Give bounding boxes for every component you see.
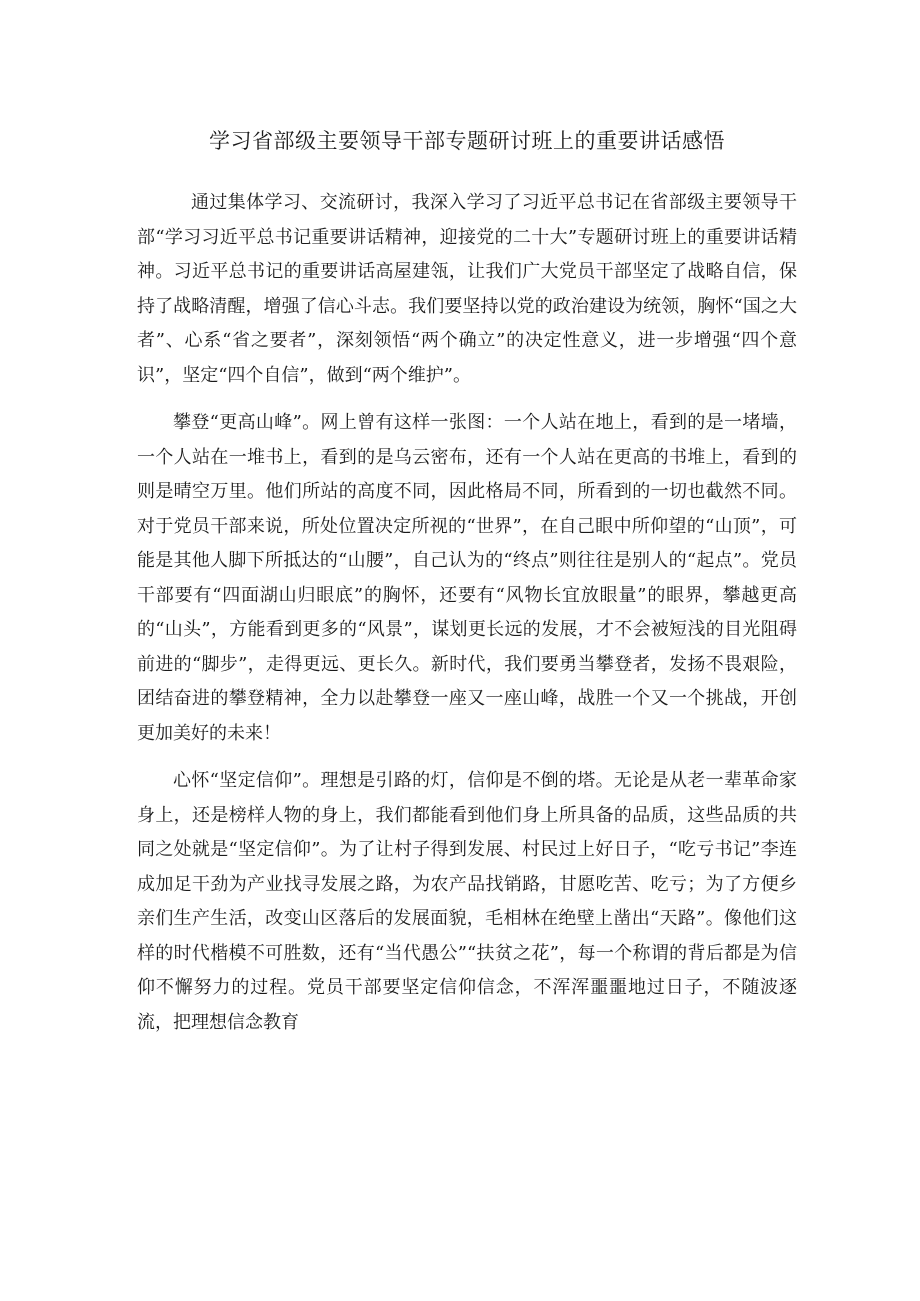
paragraph-firm-belief: 心怀“坚定信仰”。理想是引路的灯，信仰是不倒的塔。无论是从老一辈革命家身上，还是榜样人物的身上，我们都能看到他们身上所具备的品质，这些品质的共同之处就是“坚定信仰”。为了让村子得到发展、村民过上好日子，“吃亏书记”李连成加足干劲为产业找寻发展之路，为农产品找销路，甘愿吃苦、吃亏；为了方便乡亲们生产生活，改变山区落后的发展面貌，毛相林在绝壁上凿出“天路”。像他们这样的时代楷模不可胜数，还有“当代愚公”“扶贫之花”，每一个称谓的背后都是为信仰不懈努力的过程。党员干部要坚定信仰信念，不浑浑噩噩地过日子，不随波逐流，把理想信念教育 — [137, 770, 797, 1033]
paragraph-climb-higher-peaks: 攀登“更高山峰”。网上曾有这样一张图：一个人站在地上，看到的是一堵墙，一个人站在一堆书上，看到的是乌云密布，还有一个人站在更高的书堆上，看到的则是晴空万里。他们所站的高度不同，因此格局不同，所看到的一切也截然不同。对于党员干部来说，所处位置决定所视的“世界”，在自己眼中所仰望的“山顶”，可能是其他人脚下所抵达的“山腰”，自己认为的“终点”则往往是别人的“起点”。党员干部要有“四面湖山归眼底”的胸怀，还要有“风物长宜放眼量”的眼界，攀越更高的“山头”，方能看到更多的“风景”，谋划更长远的发展，才不会被短浅的目光阻碍前进的“脚步”，走得更远、更长久。新时代，我们要勇当攀登者，发扬不畏艰险，团结奋进的攀登精神，全力以赴攀登一座又一座山峰，战胜一个又一个挑战，开创更加美好的未来！ — [137, 412, 797, 744]
document-body — [137, 186, 797, 1040]
document-page — [137, 124, 797, 1053]
document-title: 学习省部级主要领导干部专题研讨班上的重要讲话感悟 — [209, 129, 725, 153]
paragraph-intro: 通过集体学习、交流研讨，我深入学习了习近平总书记在省部级主要领导干部“学习习近平总书记重要讲话精神，迎接党的二十大”专题研讨班上的重要讲话精神。习近平总书记的重要讲话高屋建瓴，让我们广大党员干部坚定了战略自信，保持了战略清醒，增强了信心斗志。我们要坚持以党的政治建设为统领，胸怀“国之大者”、心系“省之要者”，深刻领悟“两个确立”的决定性意义，进一步增强“四个意识”，坚定“四个自信”，做到“两个维护”。 — [137, 192, 797, 386]
